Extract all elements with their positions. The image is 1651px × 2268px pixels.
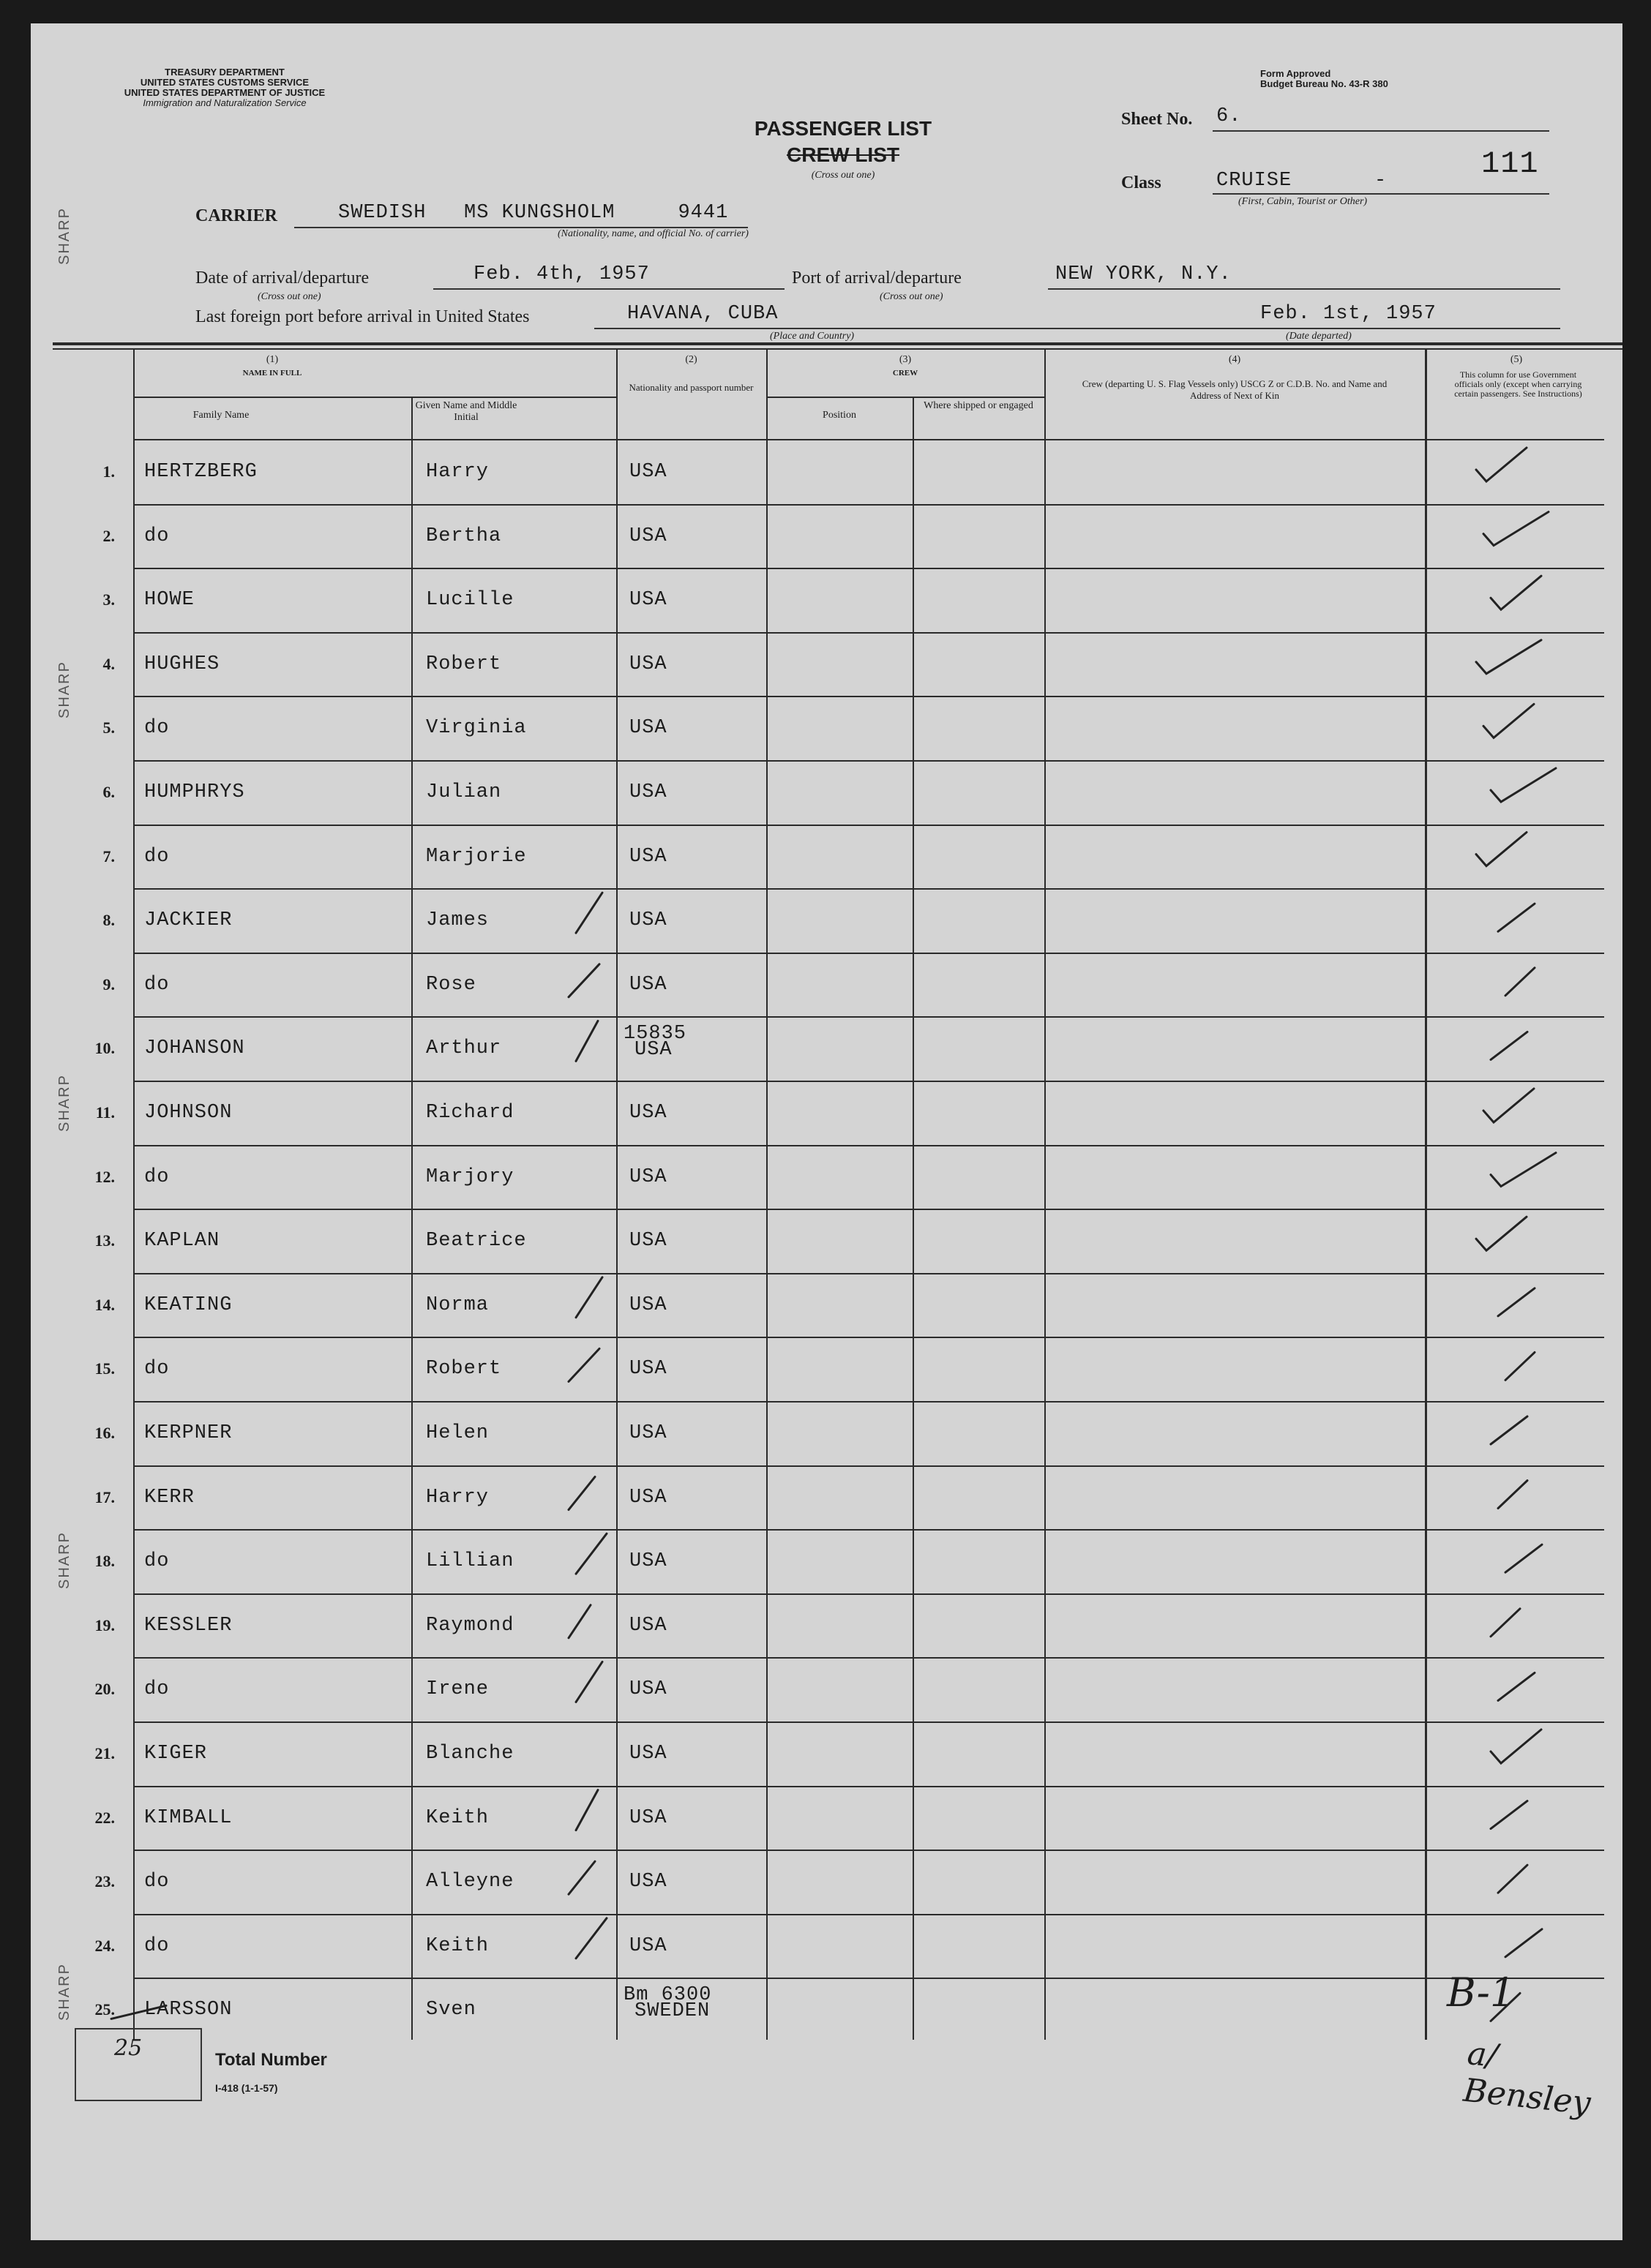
col4-title: Crew (departing U. S. Flag Vessels only) USCG Z or C.D.B. No. and Name and Address of Next of Kin	[1082, 378, 1388, 401]
form-approved: Form Approved	[1260, 68, 1331, 79]
row-number: 13.	[94, 1231, 115, 1250]
lastport-value: HAVANA, CUBA	[627, 303, 779, 325]
passport-number: 15835	[624, 1023, 687, 1045]
row-number: 10.	[94, 1039, 115, 1058]
tick-stroke-icon	[1491, 1993, 1520, 2021]
tick-stroke-icon	[576, 1021, 598, 1061]
strike-stroke-icon	[111, 2005, 166, 2019]
family-name: do	[144, 1358, 170, 1381]
nationality: USA	[629, 973, 667, 996]
given-name: Lucille	[426, 589, 514, 612]
nationality: USA	[629, 1871, 667, 1893]
dept-line-1: TREASURY DEPARTMENT	[165, 67, 285, 78]
tick-stroke-icon	[1491, 1416, 1527, 1444]
carrier-sub: (Nationality, name, and official No. of carrier)	[558, 228, 749, 239]
given-name: Keith	[426, 1934, 490, 1957]
tick-stroke-icon	[1498, 1672, 1535, 1700]
family-name: do	[144, 1934, 170, 1957]
nationality: USA	[629, 781, 667, 803]
row-number: 25.	[94, 2000, 115, 2019]
nationality: SWEDEN	[634, 2000, 711, 2023]
sheet-label: Sheet No.	[1121, 110, 1193, 129]
col5-number: (5)	[1510, 354, 1523, 365]
family-name: HUMPHRYS	[144, 781, 245, 803]
nationality: USA	[629, 653, 667, 675]
check-mark-icon	[1491, 576, 1541, 609]
tick-stroke-icon	[1505, 1352, 1535, 1380]
dept-line-4: Immigration and Naturalization Service	[143, 97, 307, 108]
tick-stroke-icon	[1498, 904, 1535, 931]
tick-stroke-icon	[576, 1790, 598, 1830]
port-sub: (Cross out one)	[880, 291, 943, 302]
given-name: Norma	[426, 1293, 490, 1316]
given-name: Harry	[426, 461, 490, 483]
tick-stroke-icon	[1498, 1865, 1527, 1893]
family-name: HOWE	[144, 589, 195, 612]
given-name: James	[426, 909, 490, 932]
row-number: 2.	[102, 526, 115, 545]
title-crew-list: CREW LIST	[787, 143, 899, 166]
row-number: 11.	[95, 1103, 115, 1122]
family-name: KIGER	[144, 1743, 208, 1765]
tick-stroke-icon	[576, 1918, 607, 1959]
departed-value: Feb. 1st, 1957	[1260, 303, 1437, 325]
port-label: Port of arrival/departure	[792, 269, 962, 288]
given-name: Virginia	[426, 717, 527, 740]
nationality: USA	[629, 1102, 667, 1124]
given-name: Lillian	[426, 1550, 514, 1573]
given-name: Alleyne	[426, 1871, 514, 1893]
col-shipped-header: Where shipped or engaged	[924, 400, 1033, 411]
row-number: 3.	[102, 590, 115, 609]
tick-stroke-icon	[1505, 968, 1535, 996]
check-mark-icon	[1491, 768, 1556, 802]
col5-title: This column for use Government officials only (except when carrying certain passengers. See Instructions)	[1454, 369, 1582, 399]
family-name: JACKIER	[144, 909, 233, 932]
family-name: do	[144, 1550, 170, 1573]
row-number: 20.	[94, 1680, 115, 1699]
given-name: Harry	[426, 1486, 490, 1509]
row-number: 16.	[94, 1424, 115, 1442]
family-name: KEATING	[144, 1293, 233, 1316]
nationality: USA	[629, 845, 667, 868]
check-mark-icon	[1491, 1153, 1556, 1187]
family-name: JOHNSON	[144, 1102, 233, 1124]
family-name: do	[144, 973, 170, 996]
given-name: Rose	[426, 973, 476, 996]
nationality: USA	[634, 1039, 673, 1062]
nationality: USA	[629, 1806, 667, 1829]
nationality: USA	[629, 1230, 667, 1253]
tick-stroke-icon	[569, 1477, 595, 1510]
given-name: Blanche	[426, 1743, 514, 1765]
row-number: 23.	[94, 1872, 115, 1891]
title-passenger-list: PASSENGER LIST	[754, 117, 932, 140]
family-name: HERTZBERG	[144, 461, 258, 483]
family-name: do	[144, 845, 170, 868]
nationality: USA	[629, 1422, 667, 1444]
nationality: USA	[629, 1934, 667, 1957]
tick-stroke-icon	[1491, 1032, 1527, 1059]
family-name: JOHANSON	[144, 1037, 245, 1060]
port-value: NEW YORK, N.Y.	[1055, 263, 1232, 285]
sheet-value: 6.	[1216, 105, 1242, 127]
col2-number: (2)	[685, 354, 697, 365]
given-name: Arthur	[426, 1037, 502, 1060]
tick-stroke-icon	[576, 1533, 607, 1574]
margin-note-5: SHARP	[56, 1963, 72, 2021]
given-name: Sven	[426, 1999, 476, 2021]
row-number: 6.	[102, 783, 115, 801]
tick-stroke-icon	[569, 1605, 591, 1638]
given-name: Irene	[426, 1678, 490, 1701]
col4-number: (4)	[1228, 354, 1241, 365]
col-family-name-header: Family Name	[192, 410, 250, 421]
col-given-name-header: Given Name and Middle Initial	[415, 400, 517, 423]
given-name: Keith	[426, 1806, 490, 1829]
family-name: KERR	[144, 1486, 195, 1509]
tick-stroke-icon	[569, 964, 599, 997]
nationality: USA	[629, 589, 667, 612]
total-label: Total Number	[215, 2050, 327, 2070]
carrier-label: CARRIER	[195, 206, 278, 225]
tick-stroke-icon	[576, 1661, 602, 1702]
tick-stroke-icon	[1491, 1801, 1527, 1829]
row-number: 4.	[102, 654, 115, 673]
row-number: 17.	[94, 1487, 115, 1506]
check-mark-icon	[1476, 640, 1541, 674]
date-value: Feb. 4th, 1957	[473, 263, 650, 285]
nationality: USA	[629, 1293, 667, 1316]
col3-title: CREW	[892, 369, 918, 378]
check-mark-icon	[1476, 1217, 1527, 1250]
tick-stroke-icon	[1498, 1288, 1535, 1316]
tick-stroke-icon	[576, 1277, 602, 1318]
handwritten-annotation: B-1	[1447, 1970, 1516, 2016]
row-number: 21.	[94, 1744, 115, 1762]
row-number: 22.	[94, 1808, 115, 1827]
carrier-value: SWEDISH MS KUNGSHOLM 9441	[338, 202, 729, 224]
nationality: USA	[629, 1678, 667, 1701]
given-name: Marjory	[426, 1165, 514, 1188]
tick-stroke-icon	[1505, 1929, 1542, 1957]
given-name: Robert	[426, 1358, 502, 1381]
nationality: USA	[629, 1358, 667, 1381]
nationality: USA	[629, 717, 667, 740]
form-number: I-418 (1-1-57)	[215, 2082, 278, 2094]
margin-note-3: SHARP	[56, 1074, 72, 1132]
family-name: KAPLAN	[144, 1230, 220, 1253]
page-number: 111	[1481, 146, 1539, 181]
nationality: USA	[629, 1743, 667, 1765]
nationality: USA	[629, 1614, 667, 1637]
dept-line-2: UNITED STATES CUSTOMS SERVICE	[140, 77, 310, 88]
tick-stroke-icon	[1491, 1609, 1520, 1637]
family-name: LARSSON	[144, 1999, 233, 2021]
row-number: 12.	[94, 1167, 115, 1186]
row-number: 18.	[94, 1552, 115, 1571]
family-name: do	[144, 1678, 170, 1701]
given-name: Beatrice	[426, 1230, 527, 1253]
title-cross-out-note: (Cross out one)	[811, 170, 875, 181]
col3-number: (3)	[899, 354, 912, 365]
family-name: KERPNER	[144, 1422, 233, 1444]
check-mark-icon	[1476, 448, 1527, 481]
col2-title: Nationality and passport number	[629, 382, 754, 393]
date-sub: (Cross out one)	[258, 291, 321, 302]
col1-title: NAME IN FULL	[242, 369, 302, 378]
row-number: 9.	[102, 975, 115, 994]
class-sub: (First, Cabin, Tourist or Other)	[1238, 196, 1368, 207]
row-number: 15.	[94, 1359, 115, 1378]
given-name: Marjorie	[426, 845, 527, 868]
departed-sub: (Date departed)	[1286, 331, 1352, 342]
row-number: 7.	[102, 846, 115, 865]
check-mark-icon	[1483, 704, 1534, 737]
nationality: USA	[629, 1486, 667, 1509]
nationality: USA	[629, 461, 667, 483]
given-name: Raymond	[426, 1614, 514, 1637]
row-number: 1.	[102, 462, 115, 481]
passport-number: Bm 6300	[624, 1984, 712, 2007]
given-name: Bertha	[426, 525, 502, 547]
family-name: do	[144, 717, 170, 740]
given-name: Robert	[426, 653, 502, 675]
dept-line-3: UNITED STATES DEPARTMENT OF JUSTICE	[124, 87, 326, 98]
date-label: Date of arrival/departure	[195, 269, 370, 288]
margin-note-4: SHARP	[56, 1531, 72, 1589]
row-number: 19.	[94, 1615, 115, 1634]
document-page	[31, 23, 1622, 2240]
margin-note-2: SHARP	[56, 661, 72, 718]
col1-number: (1)	[266, 354, 279, 365]
check-mark-icon	[1491, 1730, 1541, 1763]
class-dash: -	[1374, 170, 1388, 192]
nationality: USA	[629, 525, 667, 547]
lastport-sub: (Place and Country)	[770, 331, 855, 342]
row-number: 14.	[94, 1295, 115, 1314]
tick-stroke-icon	[569, 1348, 599, 1381]
budget-bureau: Budget Bureau No. 43-R 380	[1260, 78, 1388, 89]
tick-stroke-icon	[576, 893, 602, 933]
class-label: Class	[1121, 173, 1161, 192]
tick-stroke-icon	[1505, 1544, 1542, 1572]
nationality: USA	[629, 909, 667, 932]
family-name: do	[144, 1871, 170, 1893]
lastport-label: Last foreign port before arrival in United States	[195, 307, 530, 326]
check-mark-icon	[1476, 833, 1527, 866]
tick-stroke-icon	[1498, 1481, 1527, 1509]
nationality: USA	[629, 1165, 667, 1188]
official-signature: a/ Bensley	[1461, 2035, 1592, 2122]
class-value: CRUISE	[1216, 170, 1292, 192]
family-name: do	[144, 525, 170, 547]
row-number: 24.	[94, 1936, 115, 1955]
row-number: 8.	[102, 911, 115, 930]
handwritten-check-marks	[31, 23, 1622, 2240]
given-name: Helen	[426, 1422, 490, 1444]
given-name: Richard	[426, 1102, 514, 1124]
tick-stroke-icon	[569, 1861, 595, 1894]
margin-note-1: SHARP	[56, 207, 72, 265]
nationality: USA	[629, 1550, 667, 1573]
check-mark-icon	[1483, 512, 1549, 546]
family-name: KIMBALL	[144, 1806, 233, 1829]
col-position-header: Position	[823, 410, 856, 421]
family-name: do	[144, 1165, 170, 1188]
family-name: KESSLER	[144, 1614, 233, 1637]
given-name: Julian	[426, 781, 502, 803]
check-mark-icon	[1483, 1089, 1534, 1122]
row-number: 5.	[102, 718, 115, 737]
total-value: 25	[114, 2035, 143, 2061]
family-name: HUGHES	[144, 653, 220, 675]
